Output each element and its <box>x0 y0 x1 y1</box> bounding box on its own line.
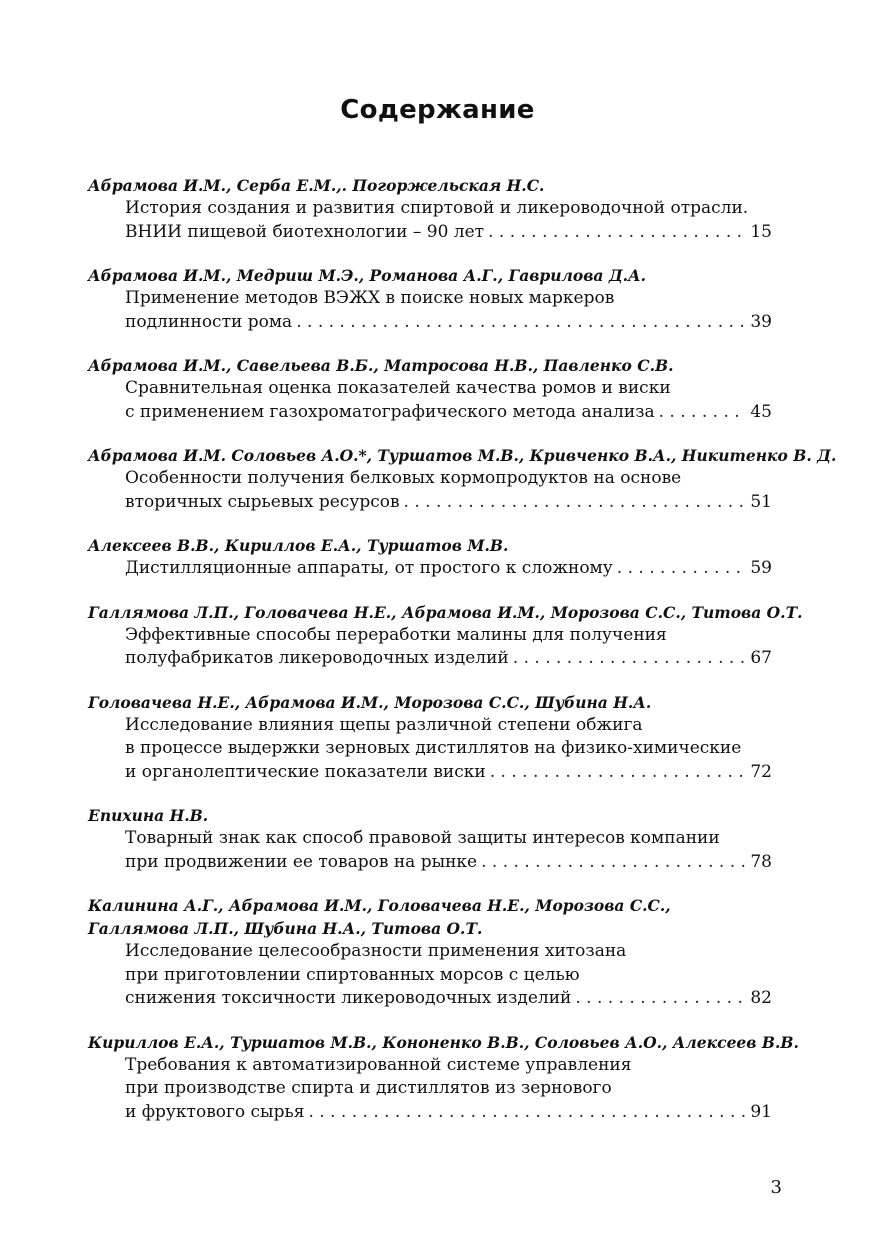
toc-entry-page: 39 <box>750 311 772 332</box>
toc-entry-page: 78 <box>750 851 772 872</box>
toc-entry-title-line: подлинности рома <box>125 311 293 332</box>
dot-leader <box>481 851 746 875</box>
toc-entry-leader-line <box>125 311 772 335</box>
toc-entry-page: 45 <box>750 401 772 422</box>
dot-leader <box>659 401 747 425</box>
toc-entry-authors: Епихина Н.В. <box>88 806 209 825</box>
toc-entry-page: 67 <box>750 648 772 668</box>
page-number: 3 <box>770 1177 782 1198</box>
toc-entry-authors: Абрамова И.М., Серба Е.М.,. Погоржельская Н.С. <box>88 176 545 195</box>
toc-entry-leader-line <box>125 761 772 785</box>
page-title: Содержание <box>340 95 535 125</box>
toc-entry <box>88 691 772 785</box>
toc-entry <box>88 264 772 334</box>
toc-entry-authors: Галлямова Л.П., Шубина Н.А., Титова О.Т. <box>88 919 483 938</box>
toc-entry-authors: Калинина А.Г., Абрамова И.М., Головачева Н.Е., Морозова С.С., <box>88 896 671 915</box>
toc-entry-leader-line <box>125 401 772 425</box>
toc-entry-authors: Кириллов Е.А., Туршатов М.В., Кононенко В.В., Соловьев А.О., Алексеев В.В. <box>88 1032 799 1052</box>
toc-entry-leader-line <box>125 851 772 875</box>
toc-entry <box>88 534 772 581</box>
toc-entry-title-line: полуфабрикатов ликероводочных изделий <box>125 648 509 668</box>
toc-entry-leader-line <box>125 987 772 1011</box>
dot-leader <box>513 647 747 671</box>
toc-entry-title-line: с применением газохроматографического метода анализа <box>125 401 655 422</box>
toc-entry-leader-line <box>125 491 772 515</box>
toc-entry-page: 82 <box>750 988 772 1008</box>
toc-entry-title-line: при продвижении ее товаров на рынке <box>125 851 478 872</box>
dot-leader <box>617 557 747 581</box>
toc-entry-authors: Галлямова Л.П., Головачева Н.Е., Абрамова И.М., Морозова С.С., Титова О.Т. <box>88 602 803 622</box>
toc-entry-title-line: Применение методов ВЭЖХ в поиске новых маркеров <box>125 288 615 308</box>
toc-entry-title-line: вторичных сырьевых ресурсов <box>125 491 400 512</box>
toc-entry-title-line: Дистилляционные аппараты, от простого к сложному <box>125 558 613 578</box>
toc-entry-title-line: Требования к автоматизированной системе управления <box>125 1054 632 1075</box>
dot-leader <box>575 987 746 1011</box>
dot-leader <box>296 311 746 335</box>
toc-entry-leader-line <box>125 647 772 671</box>
toc-entry-title-line: История создания и развития спиртовой и ликероводочной отрасли. <box>125 198 749 218</box>
toc-entry-title-line: Исследование целесообразности применения хитозана <box>125 941 627 961</box>
toc-entry-authors: Абрамова И.М. Соловьев А.О.*, Туршатов М.В., Кривченко В.А., Никитенко В. Д. <box>88 446 837 465</box>
toc-entry <box>88 174 772 244</box>
toc-entry <box>88 444 837 514</box>
toc-entry-leader-line <box>125 557 772 581</box>
toc-entry-page: 59 <box>750 558 772 578</box>
dot-leader <box>404 491 747 515</box>
toc-entry-leader-line <box>125 1101 772 1125</box>
toc-entry <box>88 354 772 424</box>
toc-entry-title-line: Исследование влияния щепы различной степени обжига <box>125 714 643 735</box>
toc-entry-title-line: ВНИИ пищевой биотехнологии – 90 лет <box>125 221 485 242</box>
toc-entry-title-line: Товарный знак как способ правовой защиты интересов компании <box>125 828 720 848</box>
toc-entry-page: 51 <box>750 491 772 512</box>
table-of-contents <box>88 174 837 1144</box>
toc-entry-title-line: Эффективные способы переработки малины для получения <box>125 624 667 645</box>
toc-entry-authors: Алексеев В.В., Кириллов Е.А., Туршатов М.В. <box>88 536 509 555</box>
toc-entry-title-line: в процессе выдержки зерновых дистиллятов на физико-химические <box>125 738 742 758</box>
toc-entry-page: 91 <box>750 1101 772 1122</box>
dot-leader <box>308 1101 746 1125</box>
toc-entry-title-line: при приготовлении спиртованных морсов с целью <box>125 964 580 985</box>
toc-entry <box>88 1031 799 1125</box>
toc-entry <box>88 804 772 874</box>
dot-leader <box>488 221 746 245</box>
toc-entry-authors: Головачева Н.Е., Абрамова И.М., Морозова С.С., Шубина Н.А. <box>88 692 652 712</box>
toc-entry-authors: Абрамова И.М., Савельева В.Б., Матросова Н.В., Павленко С.В. <box>88 356 674 375</box>
toc-entry-title-line: Особенности получения белковых кормопродуктов на основе <box>125 468 682 488</box>
toc-entry <box>88 894 772 1011</box>
toc-entry-title-line: при производстве спирта и дистиллятов из зернового <box>125 1078 612 1098</box>
toc-entry-title-line: и органолептические показатели виски <box>125 761 486 782</box>
toc-entry-authors: Абрамова И.М., Медриш М.Э., Романова А.Г., Гаврилова Д.А. <box>88 266 647 285</box>
toc-entry <box>88 601 803 671</box>
toc-entry-page: 72 <box>750 761 772 782</box>
toc-entry-title-line: Сравнительная оценка показателей качества ромов и виски <box>125 378 671 398</box>
dot-leader <box>490 761 747 785</box>
toc-entry-page: 15 <box>750 221 772 242</box>
toc-entry-title-line: и фруктового сырья <box>125 1101 305 1122</box>
toc-entry-title-line: снижения токсичности ликероводочных изделий <box>125 988 572 1008</box>
toc-entry-leader-line <box>125 221 772 245</box>
